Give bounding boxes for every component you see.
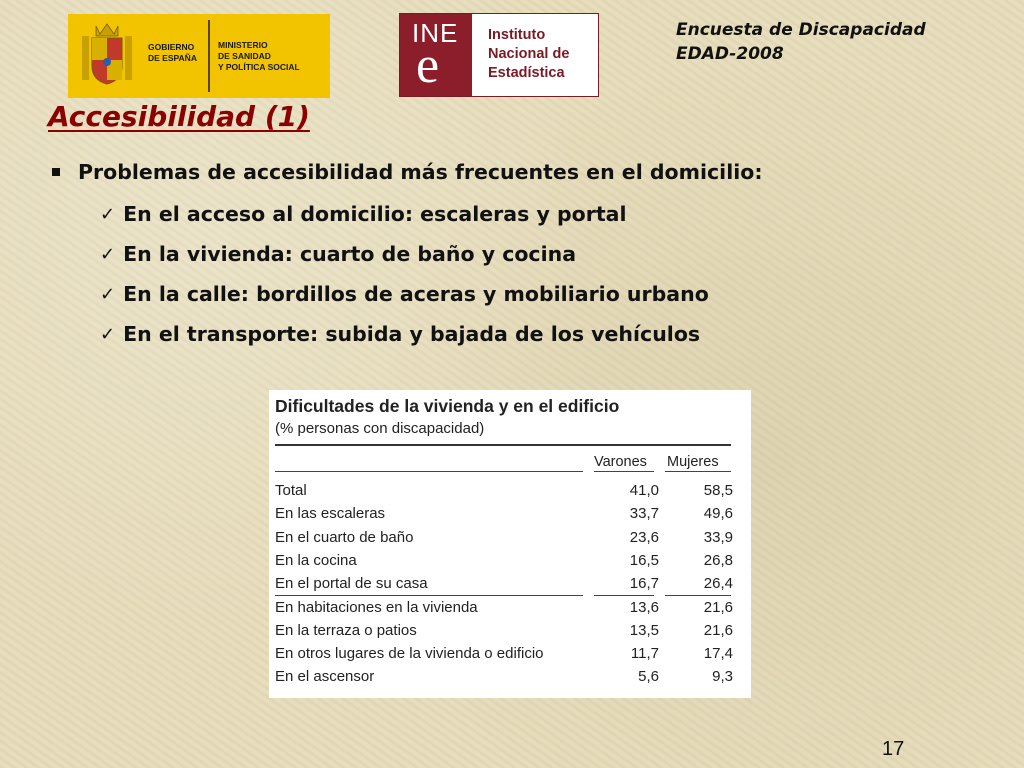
row-value-mujeres: 9,3: [712, 668, 733, 686]
row-label: En las escaleras: [275, 505, 386, 523]
row-label: En el cuarto de baño: [275, 528, 414, 546]
table-row: [275, 527, 735, 550]
ine-line-1: Instituto: [488, 27, 546, 43]
row-value-varones: 23,6: [629, 528, 659, 546]
row-value-varones: 5,6: [638, 668, 659, 686]
survey-title-line-1: Encuesta de Discapacidad: [676, 20, 926, 40]
check-item: [100, 322, 700, 346]
table-header-rule: [275, 471, 583, 472]
table-row: [275, 550, 735, 573]
min-line-1: MINISTERIO: [218, 40, 268, 50]
row-value-mujeres: 17,4: [703, 645, 733, 663]
row-value-mujeres: 33,9: [703, 528, 733, 546]
table-row: [275, 597, 735, 620]
gobierno-ministerio-logo: [68, 14, 330, 98]
row-label: En el ascensor: [275, 668, 375, 686]
row-value-mujeres: 21,6: [703, 621, 733, 639]
row-value-varones: 16,5: [629, 551, 659, 569]
row-label: En el portal de su casa: [275, 575, 428, 593]
square-bullet-icon: [52, 168, 60, 176]
row-value-varones: 41,0: [629, 482, 659, 499]
main-bullet: [52, 160, 763, 184]
check-item-text: En la vivienda: cuarto de baño y cocina: [123, 242, 577, 266]
check-item-text: En el acceso al domicilio: escaleras y portal: [123, 202, 627, 226]
coat-of-arms-icon: [78, 22, 136, 90]
ine-line-2: Nacional de: [488, 46, 570, 62]
checkmark-icon: ✓: [100, 283, 116, 305]
data-table: [269, 390, 751, 698]
row-label: En la terraza o patios: [275, 621, 417, 639]
check-item: [100, 282, 709, 306]
ine-line-3: Estadística: [488, 65, 565, 81]
survey-title: [676, 18, 976, 66]
ine-logo: [399, 13, 599, 97]
slide-title: Accesibilidad (1): [48, 100, 310, 133]
page-number: 17: [882, 738, 905, 760]
logo-divider: [208, 20, 210, 92]
row-value-mujeres: 49,6: [703, 505, 733, 523]
min-line-3: Y POLÍTICA SOCIAL: [218, 62, 300, 72]
row-value-varones: 13,5: [629, 621, 659, 639]
ine-mark-e: e: [416, 37, 440, 94]
gov-line-2: DE ESPAÑA: [148, 53, 197, 63]
column-header-varones: Varones: [594, 454, 647, 470]
gobierno-text: [148, 42, 197, 64]
table-header-rule: [665, 471, 731, 472]
row-value-mujeres: 21,6: [703, 598, 733, 616]
table-subtitle: (% personas con discapacidad): [275, 420, 485, 437]
ine-mark: [400, 14, 472, 96]
table-row: [275, 666, 735, 689]
row-value-varones: 16,7: [629, 575, 659, 593]
table-row: [275, 620, 735, 643]
row-value-varones: 33,7: [629, 505, 659, 523]
column-header-mujeres: Mujeres: [667, 454, 719, 470]
table-row: [275, 573, 735, 596]
checkmark-icon: ✓: [100, 323, 116, 345]
ine-name: [488, 26, 569, 83]
gov-line-1: GOBIERNO: [148, 42, 195, 52]
table-row: [275, 643, 735, 666]
table-title: Dificultades de la vivienda y en el edificio: [275, 396, 620, 416]
row-value-varones: 11,7: [630, 645, 659, 663]
row-value-mujeres: 26,8: [703, 551, 733, 569]
table-top-rule: [275, 444, 731, 446]
check-item: [100, 242, 576, 266]
row-value-mujeres: 58,5: [703, 482, 733, 499]
row-value-varones: 13,6: [629, 598, 659, 616]
main-bullet-text: Problemas de accesibilidad más frecuentes en el domicilio:: [78, 160, 763, 184]
row-label: Total: [275, 482, 307, 499]
check-item: [100, 202, 627, 226]
row-value-mujeres: 26,4: [703, 575, 733, 593]
row-label: En la cocina: [275, 551, 357, 569]
ministerio-text: [218, 40, 300, 73]
row-label: En habitaciones en la vivienda: [275, 598, 478, 616]
ine-mark-letters: INE: [412, 18, 459, 48]
check-item-text: En el transporte: subida y bajada de los vehículos: [123, 322, 701, 346]
survey-title-line-2: EDAD-2008: [676, 44, 784, 64]
table-row: [275, 480, 735, 503]
checkmark-icon: ✓: [100, 243, 116, 265]
table-row: [275, 503, 735, 526]
checkmark-icon: ✓: [100, 203, 116, 225]
min-line-2: DE SANIDAD: [218, 51, 271, 61]
row-label: En otros lugares de la vivienda o edificio: [275, 645, 544, 663]
table-header-rule: [594, 471, 654, 472]
check-item-text: En la calle: bordillos de aceras y mobiliario urbano: [123, 282, 709, 306]
